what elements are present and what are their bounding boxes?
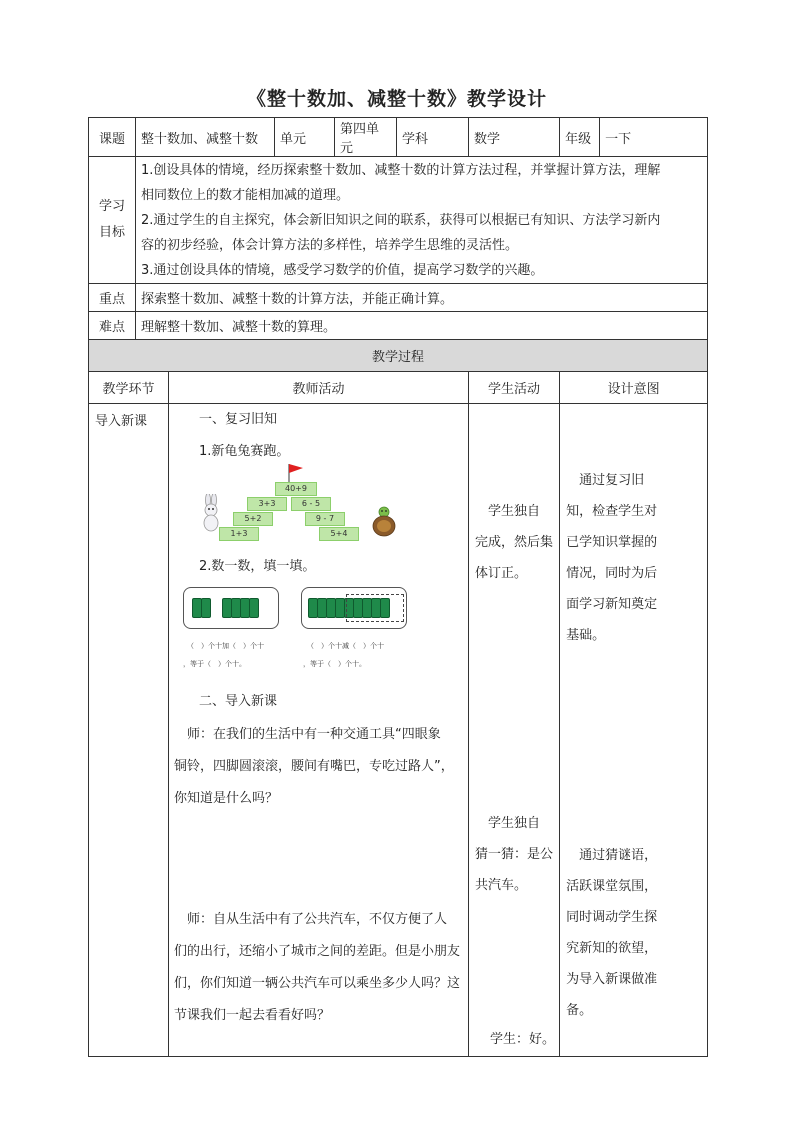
stage-label: 导入新课 xyxy=(89,404,169,1057)
race-block: 6 - 5 xyxy=(291,497,331,511)
stick-bundle-icon xyxy=(201,598,211,618)
flag-icon xyxy=(285,462,305,484)
topic-label: 课题 xyxy=(89,118,136,157)
student-answer-1: 学生独自 完成，然后集 体订正。 xyxy=(475,504,554,581)
intro-title: 二、导入新课 xyxy=(199,694,278,709)
goals-text: 1.创设具体的情境，经历探索整十数加、减整十数的计算方法过程，并掌握计算方法，理解 相同数位上的数才能相加减的道理。 2.通过学生的自主探究，体会新旧知识之间的联系，获得可以根据已有知识、方法学习新内 容的初步经验，体会计算方法的多样性，培养学生思维的灵活性。 3.通过创设具体的情境，感受学习数学的价值，提高学习数学的兴趣。 xyxy=(136,157,708,284)
fill-blank-2a: （ ）个十减（ ）个十 xyxy=(307,642,384,650)
review-title: 一、复习旧知 xyxy=(199,412,278,427)
process-header-row xyxy=(89,372,708,404)
design-intent xyxy=(560,404,708,1057)
process-body-row xyxy=(89,404,708,1057)
student-activity xyxy=(469,404,560,1057)
fill-blank-1a: （ ）个十加（ ）个十 xyxy=(187,642,264,650)
race-block: 5+2 xyxy=(233,512,273,526)
student-answer-2: 学生独自 猜一猜：是公 共汽车。 xyxy=(475,816,554,893)
race-block: 40+9 xyxy=(275,482,317,496)
counting-illustration xyxy=(179,587,429,682)
header-intent: 设计意图 xyxy=(560,372,708,404)
stick-bundle-icon xyxy=(249,598,259,618)
unit-label: 单元 xyxy=(275,118,335,157)
key-point-label: 重点 xyxy=(89,284,136,312)
process-band-row xyxy=(89,340,708,372)
key-point-row xyxy=(89,284,708,312)
student-answer-3: 学生：好。 xyxy=(490,1032,556,1047)
race-block: 3+3 xyxy=(247,497,287,511)
header-student: 学生活动 xyxy=(469,372,560,404)
race-block: 5+4 xyxy=(319,527,359,541)
page-title: 《整十数加、减整十数》教学设计 xyxy=(246,88,547,110)
race-illustration xyxy=(179,462,409,547)
crossed-group-outline xyxy=(346,594,404,622)
key-point-text: 探索整十数加、减整十数的计算方法，并能正确计算。 xyxy=(136,284,708,312)
process-band: 教学过程 xyxy=(89,340,708,372)
goals-row xyxy=(89,157,708,284)
fill-blank-2b: ，等于（ ）个十。 xyxy=(303,660,366,668)
fill-blank-1b: ，等于（ ）个十。 xyxy=(183,660,246,668)
item-race: 1.新龟兔赛跑。 xyxy=(199,444,290,459)
intent-2: 通过猜谜语， 活跃课堂氛围， 同时调动学生探 究新知的欲望， 为导入新课做准 备。 xyxy=(566,848,658,1018)
teacher-activity xyxy=(169,404,469,1057)
topic-value: 整十数加、减整十数 xyxy=(136,118,275,157)
difficulty-text: 理解整十数加、减整十数的算理。 xyxy=(136,312,708,340)
subject-value: 数学 xyxy=(469,118,560,157)
header-teacher: 教师活动 xyxy=(169,372,469,404)
unit-value: 第四单元 xyxy=(335,118,397,157)
header-stage: 教学环节 xyxy=(89,372,169,404)
difficulty-label: 难点 xyxy=(89,312,136,340)
teacher-paragraph-1: 师：在我们的生活中有一种交通工具“四眼象 铜铃，四脚圆滚滚，腰间有嘴巴，专吃过路人”， 你知道是什么吗？ xyxy=(174,727,454,806)
bundle-box-left xyxy=(183,587,279,629)
race-block: 9 - 7 xyxy=(305,512,345,526)
grade-value: 一下 xyxy=(600,118,708,157)
difficulty-row xyxy=(89,312,708,340)
bundle-box-right xyxy=(301,587,407,629)
goals-label: 学习 目标 xyxy=(89,157,136,284)
race-block: 1+3 xyxy=(219,527,259,541)
intent-1: 通过复习旧 知，检查学生对 已学知识掌握的 情况，同时为后 面学习新知奠定 基础。 xyxy=(566,473,658,643)
turtle-icon xyxy=(369,506,399,538)
info-row xyxy=(89,118,708,157)
grade-label: 年级 xyxy=(560,118,600,157)
item-count: 2.数一数，填一填。 xyxy=(199,559,316,574)
subject-label: 学科 xyxy=(397,118,469,157)
teacher-paragraph-2: 师：自从生活中有了公共汽车，不仅方便了人 们的出行，还缩小了城市之间的差距。但是小朋友 们，你们知道一辆公共汽车可以乘坐多少人吗？这 节课我们一起去看看好吗？ xyxy=(174,912,461,1023)
lesson-plan-table xyxy=(88,117,708,1057)
